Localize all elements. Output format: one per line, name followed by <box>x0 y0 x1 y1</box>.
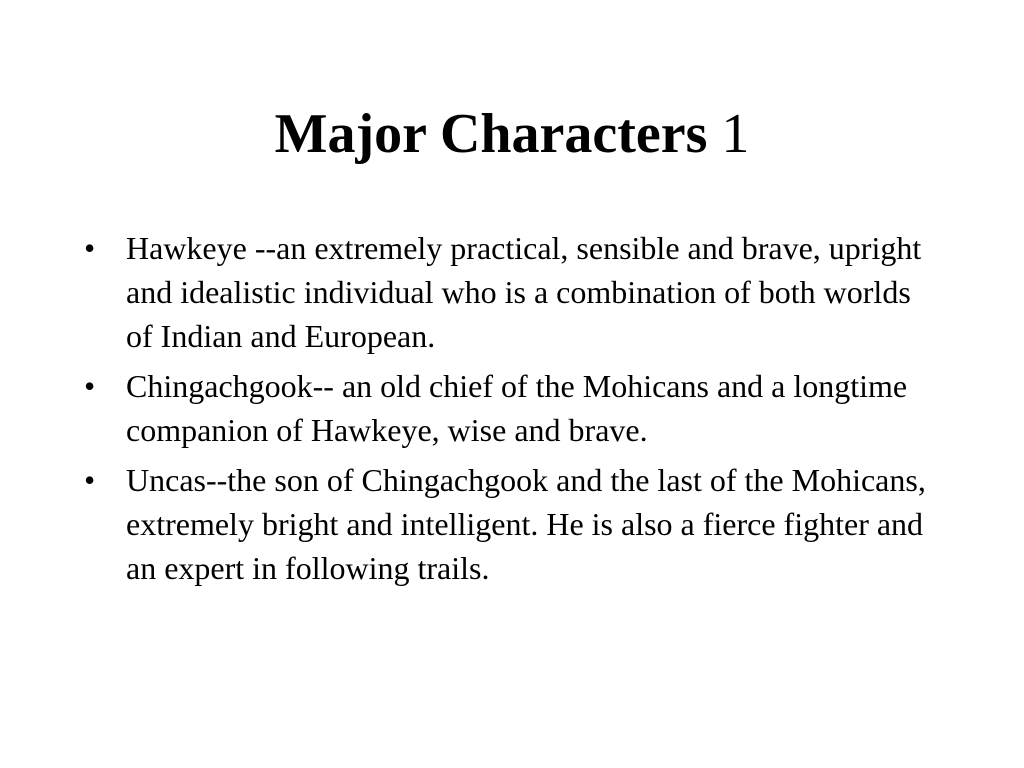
bullet-text: Hawkeye --an extremely practical, sensible and brave, upright and idealistic individual who is a combination of both worlds of Indian and European. <box>126 230 922 354</box>
bullet-icon: • <box>84 230 96 266</box>
slide-title-number: 1 <box>721 103 750 165</box>
bullet-text: Chingachgook-- an old chief of the Mohicans and a longtime companion of Hawkeye, wise and brave. <box>126 368 908 448</box>
bullet-list <box>84 226 944 596</box>
bullet-item-hawkeye <box>84 226 944 358</box>
bullet-item-uncas <box>84 458 944 590</box>
bullet-icon: • <box>84 368 96 404</box>
slide-title-main: Major Characters <box>274 103 708 165</box>
bullet-item-chingachgook <box>84 364 944 452</box>
slide-title <box>0 96 1024 172</box>
bullet-text: Uncas--the son of Chingachgook and the last of the Mohicans, extremely bright and intelligent. He is also a fierce fighter and an expert in following trails. <box>126 462 926 586</box>
bullet-icon: • <box>84 462 96 498</box>
